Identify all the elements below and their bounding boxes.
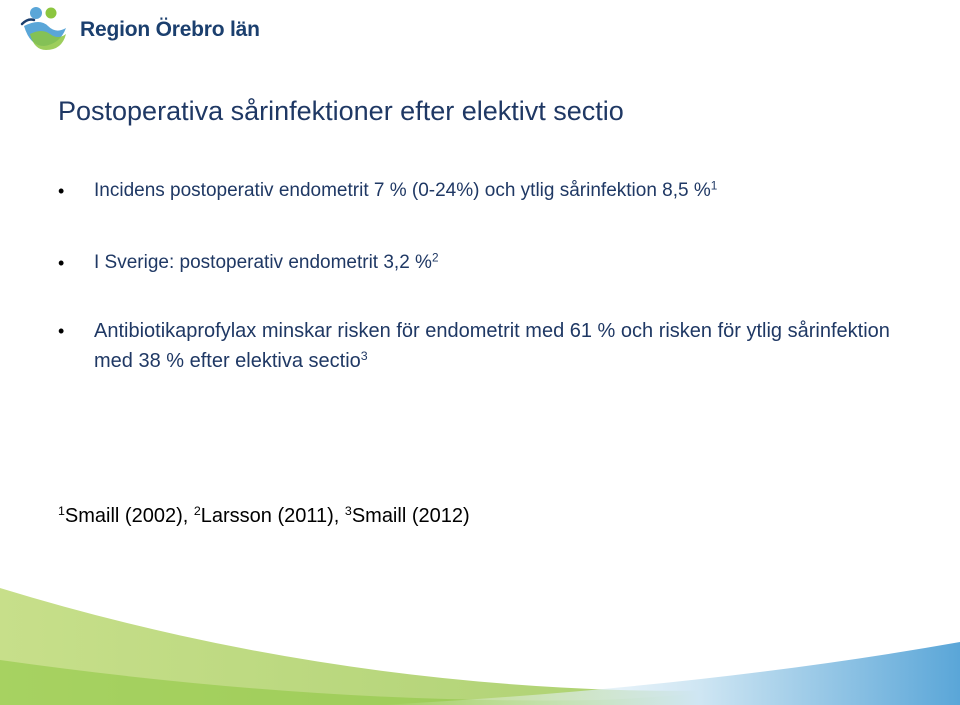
bullet-item	[58, 248, 918, 278]
reference-sup: 2	[193, 504, 201, 519]
bullet-text: Incidens postoperativ endometrit 7 % (0-24%) och ytlig sårinfektion 8,5 %	[94, 180, 711, 201]
reference-text: Smaill (2012)	[351, 505, 470, 527]
slide-title: Postoperativa sårinfektioner efter elektivt sectio	[58, 96, 624, 126]
bullet-text: Antibiotikaprofylax minskar risken för endometrit med 61 % och risken för ytlig sårinfektion med 38 % efter elektiva sectio	[94, 320, 890, 372]
logo	[20, 4, 260, 52]
reference-sup: 3	[344, 504, 352, 519]
reference-sup: 1	[58, 504, 65, 519]
decorative-wave	[0, 560, 960, 705]
reference-text: Larsson (2011),	[200, 505, 345, 527]
bullet-dot: •	[58, 181, 65, 201]
region-emblem-icon	[20, 4, 70, 52]
bullet-text: I Sverige: postoperativ endometrit 3,2 %	[94, 252, 432, 273]
footnote-ref: 3	[360, 349, 368, 364]
footnote-ref: 1	[710, 179, 718, 193]
logo-text: Region Örebro län	[80, 18, 260, 41]
references	[58, 505, 470, 528]
bullet-item	[58, 316, 918, 376]
reference-text: Smaill (2002),	[64, 505, 194, 527]
footnote-ref: 2	[431, 251, 439, 265]
bullet-dot: •	[58, 321, 65, 341]
bullet-dot: •	[58, 253, 65, 273]
bullet-item	[58, 176, 918, 206]
